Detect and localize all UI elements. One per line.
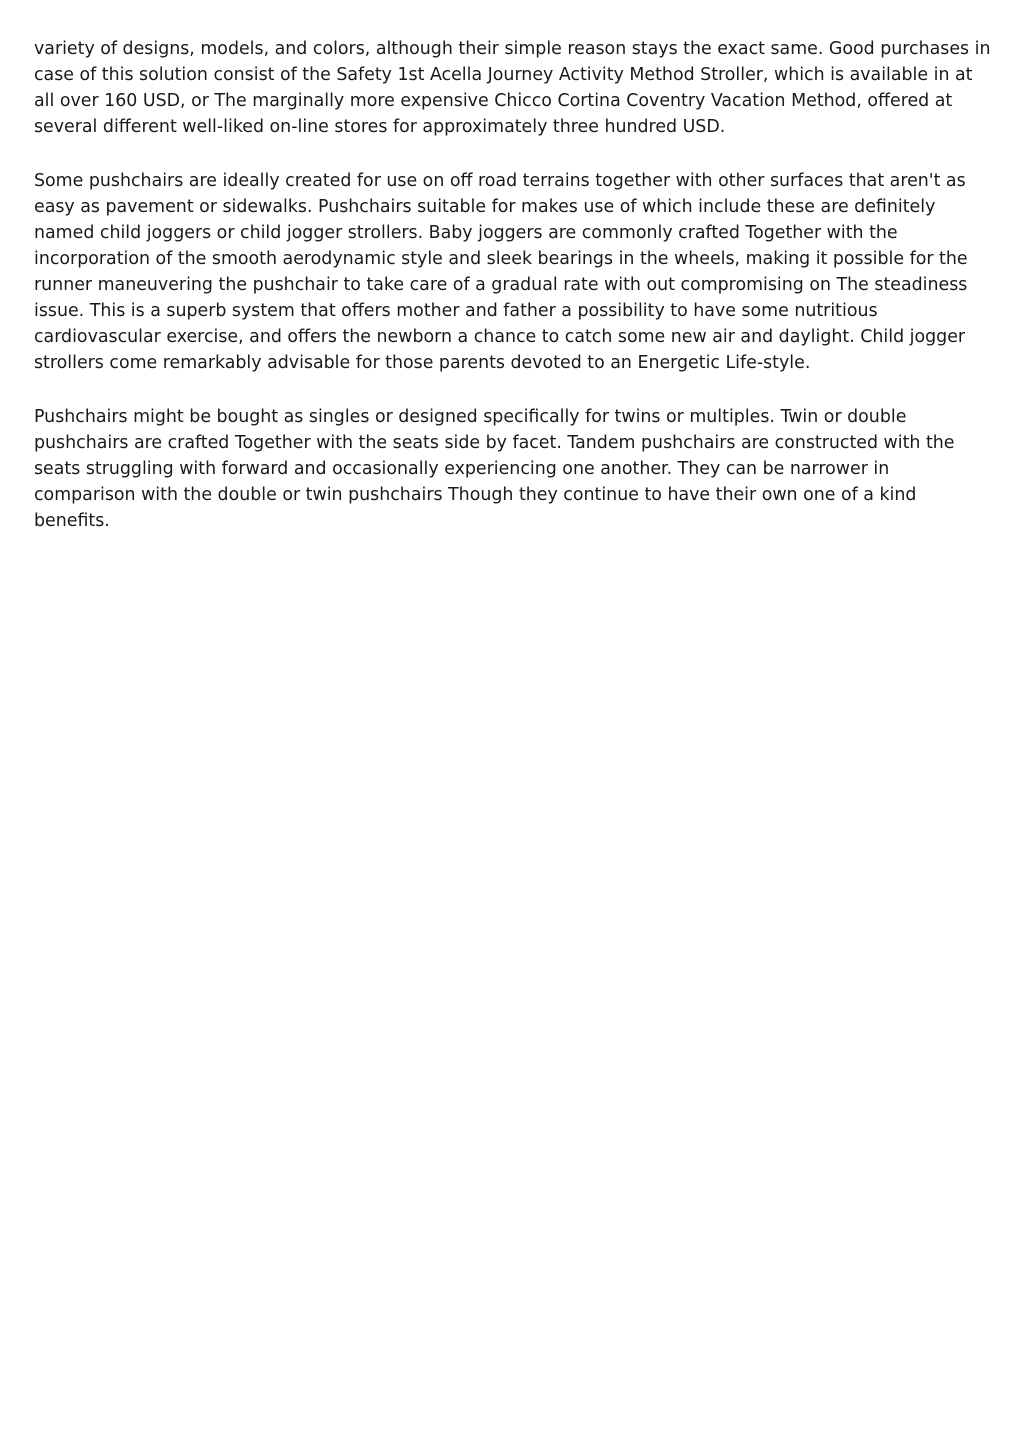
paragraph-jogger-strollers: Some pushchairs are ideally created for use on off road terrains together with other surfaces that aren't as easy as pavement or sidewalks. Pushchairs suitable for makes use of which include these are definitely named child joggers or child jogger strollers. Baby joggers are commonly crafted Together with the incorporation of the smooth aerodynamic style and sleek bearings in the wheels, making it possible for the runner maneuvering the pushchair to take care of a gradual rate with out compromising on The steadiness issue. This is a superb system that offers mother and father a possibility to have some nutritious cardiovascular exercise, and offers the newborn a chance to catch some new air and daylight. Child jogger strollers come remarkably advisable for those parents devoted to an Energetic Life-style. (34, 171, 968, 373)
paragraph-strollers-examples: variety of designs, models, and colors, although their simple reason stays the exact same. Good purchases in case of this solution consist of the Safety 1st Acella Journey Activity Method Stroller, which is available in at all over 160 USD, or The marginally more expensive Chicco Cortina Coventry Vacation Method, offered at several different well-liked on-line stores for approximately three hundred USD. (34, 39, 991, 137)
paragraph-twin-tandem-pushchairs: Pushchairs might be bought as singles or designed specifically for twins or multiples. Twin or double pushchairs are crafted Together with the seats side by facet. Tandem pushchairs are constructed with the seats struggling with forward and occasionally experiencing one another. They can be narrower in comparison with the double or twin pushchairs Though they continue to have their own one of a kind benefits. (34, 407, 955, 531)
document-body (34, 36, 992, 562)
